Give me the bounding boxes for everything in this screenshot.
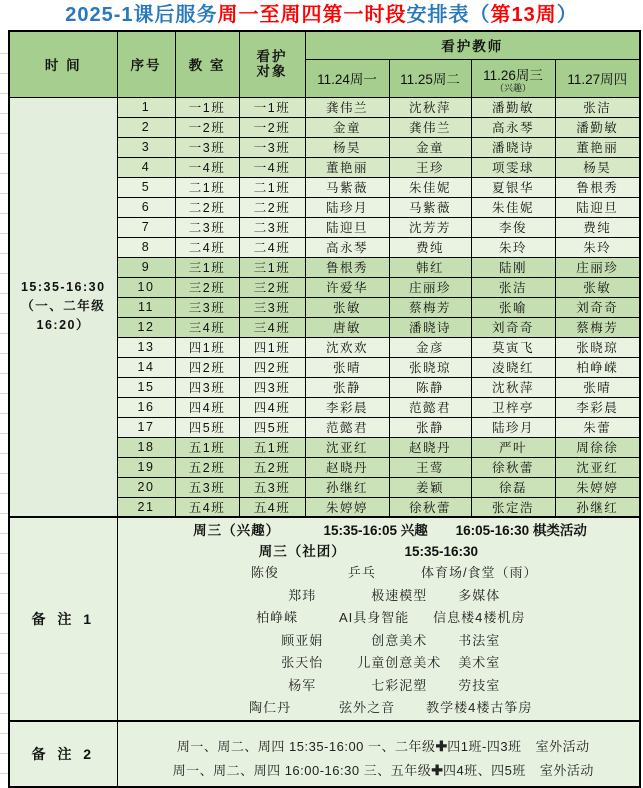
cell-seq[interactable]: 15: [117, 377, 175, 397]
cell-teacher[interactable]: 姜颖: [389, 477, 471, 497]
cell-room[interactable]: 五3班: [175, 477, 239, 497]
cell-teacher[interactable]: 范懿君: [389, 397, 471, 417]
cell-teacher[interactable]: 鲁根秀: [555, 177, 640, 197]
activity-teacher-name: 张天怡: [281, 655, 324, 670]
cell-teacher[interactable]: 范懿君: [305, 417, 389, 437]
note1-schedule-label: 周三（兴趣）: [193, 523, 281, 538]
cell-teacher[interactable]: 陆刚: [471, 257, 555, 277]
activity-teacher-name: 郑玮: [288, 587, 317, 603]
cell-teacher[interactable]: 费纯: [389, 237, 471, 257]
header-day-thu[interactable]: 11.27周四: [555, 59, 640, 97]
cell-teacher[interactable]: 金童: [389, 137, 471, 157]
activity-teacher-name: 陈俊: [250, 565, 279, 580]
cell-seq[interactable]: 21: [117, 497, 175, 517]
cell-seq[interactable]: 11: [117, 297, 175, 317]
plus-icon: ✚: [435, 738, 448, 754]
activity-teacher-name: 陶仁丹: [249, 700, 292, 715]
note2-prefix: 周一、周二、周四 16:00-16:30 三、五年级: [172, 763, 432, 778]
note1-label[interactable]: 备 注 1: [9, 517, 117, 721]
activity-name: 弦外之音: [339, 700, 396, 715]
cell-teacher[interactable]: 马紫薇: [305, 177, 389, 197]
cell-seq[interactable]: 3: [117, 137, 175, 157]
note2-prefix: 周一、周二、周四 15:35-16:00 一、二年级: [176, 739, 436, 754]
note1-activity-line: [126, 675, 640, 698]
table-header: [9, 31, 640, 97]
sheet-gridline-gutter: [0, 34, 8, 780]
cell-teacher[interactable]: 孙继红: [555, 497, 640, 517]
cell-seq[interactable]: 16: [117, 397, 175, 417]
cell-teacher[interactable]: 庄丽珍: [555, 257, 640, 277]
cell-teacher[interactable]: 董艳丽: [305, 157, 389, 177]
note1-activity-line: [126, 630, 640, 653]
cell-seq[interactable]: 10: [117, 277, 175, 297]
cell-room[interactable]: 一1班: [175, 97, 239, 117]
cell-teacher[interactable]: 蔡梅芳: [555, 317, 640, 337]
cell-teacher[interactable]: 王珍: [389, 157, 471, 177]
cell-teacher[interactable]: 张晓琼: [389, 357, 471, 377]
cell-room[interactable]: 三3班: [175, 297, 239, 317]
title-segment: 第13周: [490, 4, 557, 26]
cell-room[interactable]: 四4班: [175, 397, 239, 417]
activity-location: 教学楼4楼古筝房: [426, 700, 533, 715]
note1-content[interactable]: [117, 517, 640, 721]
cell-teacher[interactable]: 徐磊: [471, 477, 555, 497]
cell-teacher[interactable]: 张晴: [555, 377, 640, 397]
cell-room[interactable]: 二4班: [175, 237, 239, 257]
cell-target[interactable]: 四1班: [239, 337, 305, 357]
cell-room[interactable]: 二3班: [175, 217, 239, 237]
cell-teacher[interactable]: 陈静: [389, 377, 471, 397]
header-target-line1: 看护: [256, 49, 288, 65]
header-day-wed[interactable]: [471, 59, 555, 97]
cell-seq[interactable]: 19: [117, 457, 175, 477]
cell-seq[interactable]: 7: [117, 217, 175, 237]
activity-location: 劳技室: [458, 677, 501, 693]
activity-location: 书法室: [458, 632, 501, 648]
cell-teacher[interactable]: 陆迎旦: [555, 197, 640, 217]
cell-teacher[interactable]: 龚伟兰: [305, 97, 389, 117]
cell-room[interactable]: 四2班: [175, 357, 239, 377]
cell-teacher[interactable]: 沈秋萍: [471, 377, 555, 397]
cell-teacher[interactable]: 张晴: [305, 357, 389, 377]
cell-room[interactable]: 三2班: [175, 277, 239, 297]
note1-activity-line: [126, 585, 640, 608]
note1-schedule-line: [126, 541, 640, 562]
cell-room[interactable]: 一4班: [175, 157, 239, 177]
activity-name: 创意美术: [371, 632, 428, 648]
activity-name: AI具身智能: [338, 610, 410, 625]
time-cell-line2: （一、二年级: [21, 299, 106, 314]
cell-teacher[interactable]: 鲁根秀: [305, 257, 389, 277]
time-cell[interactable]: [9, 97, 117, 517]
cell-teacher[interactable]: 周徐徐: [555, 437, 640, 457]
header-seq[interactable]: 序号: [117, 31, 175, 97]
cell-room[interactable]: 一2班: [175, 117, 239, 137]
table-row: [9, 97, 640, 117]
cell-teacher[interactable]: 刘奇奇: [555, 297, 640, 317]
note2-suffix: 室外活动: [535, 739, 590, 754]
note1-activity-line: [126, 607, 640, 630]
note1-schedule-line: [126, 520, 640, 541]
cell-target[interactable]: 一1班: [239, 97, 305, 117]
header-day-wed-label: 11.26周三: [483, 67, 543, 83]
cell-teacher[interactable]: 陆珍月: [471, 417, 555, 437]
cell-teacher[interactable]: 项雯球: [471, 157, 555, 177]
cell-teacher[interactable]: 朱佳妮: [389, 177, 471, 197]
cell-seq[interactable]: 2: [117, 117, 175, 137]
activity-teacher-name: 顾亚娟: [281, 632, 324, 648]
note2-label[interactable]: 备 注 2: [9, 721, 117, 787]
page-title: [0, 0, 643, 30]
cell-teacher[interactable]: 唐敏: [305, 317, 389, 337]
time-cell-line1: 15:35-16:30: [20, 280, 106, 295]
cell-teacher[interactable]: 张静: [305, 377, 389, 397]
cell-target[interactable]: 五2班: [239, 457, 305, 477]
cell-seq[interactable]: 17: [117, 417, 175, 437]
cell-teacher[interactable]: 蔡梅芳: [389, 297, 471, 317]
activity-name: 儿童创意美术: [357, 655, 442, 670]
cell-teacher[interactable]: 陆迎旦: [305, 217, 389, 237]
cell-teacher[interactable]: 沈亚红: [305, 437, 389, 457]
cell-teacher[interactable]: 张洁: [555, 97, 640, 117]
cell-teacher[interactable]: 张敏: [305, 297, 389, 317]
cell-teacher[interactable]: 龚伟兰: [389, 117, 471, 137]
cell-target[interactable]: 四5班: [239, 417, 305, 437]
note1-schedule-part2: 16:05-16:30 棋类活动: [455, 523, 587, 538]
cell-target[interactable]: 三4班: [239, 317, 305, 337]
cell-seq[interactable]: 20: [117, 477, 175, 497]
cell-teacher[interactable]: 张静: [389, 417, 471, 437]
cell-seq[interactable]: 18: [117, 437, 175, 457]
notes-section: [9, 517, 640, 787]
plus-icon: ✚: [431, 762, 443, 778]
title-segment: 2025-1课后服务: [65, 4, 218, 26]
activity-name: 七彩泥塑: [371, 677, 428, 693]
note2-content[interactable]: [117, 721, 640, 787]
note1-activity-line: [126, 652, 640, 675]
cell-teacher[interactable]: 杨昊: [555, 157, 640, 177]
cell-teacher[interactable]: 孙继红: [305, 477, 389, 497]
header-target[interactable]: [239, 31, 305, 97]
cell-target[interactable]: 三3班: [239, 297, 305, 317]
cell-teacher[interactable]: 沈芳芳: [389, 217, 471, 237]
cell-teacher[interactable]: 李彩晨: [305, 397, 389, 417]
cell-seq[interactable]: 12: [117, 317, 175, 337]
cell-teacher[interactable]: 朱佳妮: [471, 197, 555, 217]
cell-target[interactable]: 五1班: [239, 437, 305, 457]
cell-room[interactable]: 四5班: [175, 417, 239, 437]
cell-target[interactable]: 二1班: [239, 177, 305, 197]
cell-teacher[interactable]: 潘晓诗: [471, 137, 555, 157]
note2-suffix: 室外活动: [539, 763, 594, 778]
cell-teacher[interactable]: 张敏: [555, 277, 640, 297]
cell-teacher[interactable]: 高永琴: [305, 237, 389, 257]
cell-target[interactable]: 三1班: [239, 257, 305, 277]
cell-teacher[interactable]: 莫寅飞: [471, 337, 555, 357]
cell-seq[interactable]: 9: [117, 257, 175, 277]
cell-target[interactable]: 一3班: [239, 137, 305, 157]
cell-target[interactable]: 五3班: [239, 477, 305, 497]
cell-teacher[interactable]: 董艳丽: [555, 137, 640, 157]
activity-name: 极速模型: [371, 587, 428, 603]
cell-teacher[interactable]: 朱蕾: [555, 417, 640, 437]
note2-line: [128, 758, 640, 782]
cell-room[interactable]: 五2班: [175, 457, 239, 477]
cell-seq[interactable]: 1: [117, 97, 175, 117]
note1-schedule-part1: 15:35-16:30: [404, 544, 479, 559]
cell-room[interactable]: 二1班: [175, 177, 239, 197]
cell-target[interactable]: 四3班: [239, 377, 305, 397]
cell-room[interactable]: 五4班: [175, 497, 239, 517]
cell-target[interactable]: 二2班: [239, 197, 305, 217]
cell-teacher[interactable]: 王莺: [389, 457, 471, 477]
cell-teacher[interactable]: 徐秋蕾: [471, 457, 555, 477]
title-segment: ）: [556, 4, 578, 26]
cell-teacher[interactable]: 张洁: [471, 277, 555, 297]
cell-teacher[interactable]: 凌晓红: [471, 357, 555, 377]
cell-target[interactable]: 二3班: [239, 217, 305, 237]
header-time[interactable]: 时 间: [9, 31, 117, 97]
cell-target[interactable]: 三2班: [239, 277, 305, 297]
cell-target[interactable]: 四2班: [239, 357, 305, 377]
cell-teacher[interactable]: 赵晓丹: [305, 457, 389, 477]
cell-teacher[interactable]: 潘勤敏: [555, 117, 640, 137]
cell-teacher[interactable]: 朱婷婷: [305, 497, 389, 517]
activity-teacher-name: 柏峥嵘: [256, 610, 299, 625]
cell-teacher[interactable]: 张定浩: [471, 497, 555, 517]
cell-target[interactable]: 一2班: [239, 117, 305, 137]
cell-teacher[interactable]: 李俊: [471, 217, 555, 237]
title-segment: 周一至周四第一时段: [217, 4, 407, 26]
cell-seq[interactable]: 5: [117, 177, 175, 197]
cell-teacher[interactable]: 潘晓诗: [389, 317, 471, 337]
cell-teacher[interactable]: 费纯: [555, 217, 640, 237]
cell-teacher[interactable]: 徐秋蕾: [389, 497, 471, 517]
cell-seq[interactable]: 8: [117, 237, 175, 257]
cell-teacher[interactable]: 陆珍月: [305, 197, 389, 217]
cell-room[interactable]: 二2班: [175, 197, 239, 217]
cell-teacher[interactable]: 赵晓丹: [389, 437, 471, 457]
cell-teacher[interactable]: 张喻: [471, 297, 555, 317]
cell-teacher[interactable]: 杨昊: [305, 137, 389, 157]
note1-schedule-part1: 15:35-16:05 兴趣: [323, 523, 428, 538]
cell-target[interactable]: 二4班: [239, 237, 305, 257]
cell-seq[interactable]: 4: [117, 157, 175, 177]
cell-room[interactable]: 一3班: [175, 137, 239, 157]
cell-teacher[interactable]: 夏银华: [471, 177, 555, 197]
cell-teacher[interactable]: 朱玲: [555, 237, 640, 257]
header-day-mon[interactable]: 11.24周一: [305, 59, 389, 97]
cell-teacher[interactable]: 庄丽珍: [389, 277, 471, 297]
cell-target[interactable]: 五4班: [239, 497, 305, 517]
schedule-rows: [9, 97, 640, 517]
cell-teacher[interactable]: 沈亚红: [555, 457, 640, 477]
schedule-table: [8, 30, 641, 788]
cell-seq[interactable]: 6: [117, 197, 175, 217]
cell-teacher[interactable]: 严叶: [471, 437, 555, 457]
activity-location: 多媒体: [458, 587, 501, 603]
note2-classes: 四1班-四3班: [447, 739, 522, 754]
note2-classes: 四4班、四5班: [442, 763, 526, 778]
time-cell-line3: 16:20）: [36, 318, 90, 333]
header-room[interactable]: 教 室: [175, 31, 239, 97]
cell-teacher[interactable]: 朱玲: [471, 237, 555, 257]
activity-teacher-name: 杨军: [288, 677, 317, 693]
cell-teacher[interactable]: 朱婷婷: [555, 477, 640, 497]
cell-teacher[interactable]: 马紫薇: [389, 197, 471, 217]
header-day-tue[interactable]: 11.25周二: [389, 59, 471, 97]
header-teachers-group[interactable]: 看护教师: [305, 31, 640, 59]
header-target-line2: 对象: [256, 64, 288, 80]
cell-teacher[interactable]: 柏峥嵘: [555, 357, 640, 377]
cell-teacher[interactable]: 金童: [305, 117, 389, 137]
activity-location: 体育场/食堂（雨）: [420, 565, 538, 580]
cell-teacher[interactable]: 刘奇奇: [471, 317, 555, 337]
activity-name: 乒乓: [347, 565, 376, 580]
cell-teacher[interactable]: 卫梓亭: [471, 397, 555, 417]
cell-teacher[interactable]: 韩红: [389, 257, 471, 277]
title-segment: 安排表（: [406, 4, 491, 26]
cell-seq[interactable]: 14: [117, 357, 175, 377]
note2-text-block: [118, 725, 640, 782]
note1-schedule-label: 周三（社团）: [258, 544, 346, 559]
cell-room[interactable]: 四3班: [175, 377, 239, 397]
cell-room[interactable]: 五1班: [175, 437, 239, 457]
cell-room[interactable]: 四1班: [175, 337, 239, 357]
cell-teacher[interactable]: 许爱华: [305, 277, 389, 297]
header-day-wed-note: （兴趣）: [494, 82, 531, 93]
cell-target[interactable]: 一4班: [239, 157, 305, 177]
note1-text-block: [118, 518, 640, 720]
cell-teacher[interactable]: 潘勤敏: [471, 97, 555, 117]
cell-teacher[interactable]: 李彩晨: [555, 397, 640, 417]
cell-teacher[interactable]: 金彦: [389, 337, 471, 357]
cell-teacher[interactable]: 高永琴: [471, 117, 555, 137]
cell-target[interactable]: 四4班: [239, 397, 305, 417]
cell-teacher[interactable]: 张晓琼: [555, 337, 640, 357]
cell-room[interactable]: 三4班: [175, 317, 239, 337]
note2-line: [128, 734, 640, 758]
activity-location: 信息楼4楼机房: [433, 610, 526, 625]
cell-teacher[interactable]: 沈秋萍: [389, 97, 471, 117]
cell-room[interactable]: 三1班: [175, 257, 239, 277]
cell-teacher[interactable]: 沈欢欢: [305, 337, 389, 357]
note1-activity-line: [126, 562, 640, 585]
note1-activity-line: [126, 697, 640, 720]
activity-location: 美术室: [458, 655, 501, 670]
cell-seq[interactable]: 13: [117, 337, 175, 357]
